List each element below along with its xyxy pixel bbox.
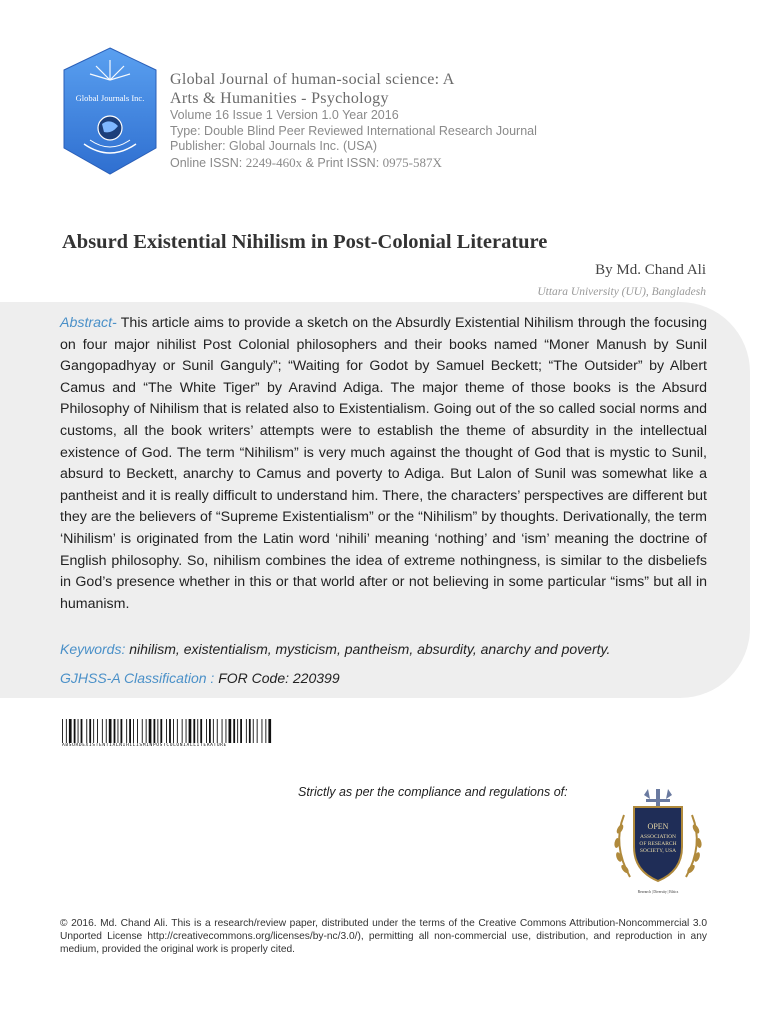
issn-prefix: Online ISSN: <box>170 155 246 170</box>
barcode-bar <box>133 719 134 743</box>
seal-motto: Research | Diversity | Ethics <box>637 890 679 894</box>
barcode-caption: ABSURDEXISTENTIALNIHILISMINPOSTCOLONIALLITERATURE <box>62 743 227 748</box>
issn-online: 2249-460x <box>245 154 303 170</box>
keywords-label: Keywords: <box>60 641 126 657</box>
barcode-bar <box>262 719 263 743</box>
journal-header <box>170 70 730 171</box>
barcode-bar <box>229 719 232 743</box>
barcode-bar <box>189 719 192 743</box>
journal-title-line1: Global Journal of human-social science: A <box>170 71 455 88</box>
seal-line4: SOCIETY, USA <box>639 848 677 854</box>
barcode-bar <box>246 719 247 743</box>
journal-volume: Volume 16 Issue 1 Version 1.0 Year 2016 <box>170 108 399 122</box>
abstract <box>60 313 707 615</box>
journal-logo <box>62 46 158 176</box>
barcode-bar <box>149 719 152 743</box>
barcode-bar <box>66 719 67 743</box>
barcode-bar <box>121 719 123 743</box>
barcode-bar <box>173 719 174 743</box>
barcode-bar <box>268 719 271 743</box>
barcode-bar <box>142 719 143 743</box>
barcode-bar <box>182 719 183 743</box>
global-journals-logo-icon <box>62 46 158 176</box>
classification <box>60 670 720 686</box>
barcode-bar <box>186 719 187 743</box>
barcode-bar <box>86 719 87 743</box>
issn-print: 0975-587X <box>382 154 442 170</box>
abstract-text: This article aims to provide a sketch on the Absurdly Existential Nihilism through the focusing on four major nihilist Post Colonial philosophers and their books named “Moner Manush by Sunil Gangopadhyay or Sunil Ganguly”; “Waiting for Godot by Samuel Beckett; “The Outsider” by Albert Camus and “The White Tiger” by Aravind Adiga. The major theme of those books is the Absurd Philosophy of Nihilism that is related also to Existentialism. Going out of the so called social norms and customs, all the book writers’ attempts were to establish the theme of absurdity in the intellectual existence of God. The term “Nihilism” is very much against the thought of God that is mystic to Sunil, absurd to Beckett, anarchy to Camus and poverty to Adiga. But Lalon of Sunil was somewhat like a pantheist and it is really difficult to understand him. There, the characters’ perspectives are different but they are the believers of “Supreme Existentialism” or the “Nihilism” by thoughts. Derivationally, the term ‘Nihilism’ is originated from the Latin word ‘nihili’ meaning ‘nothing’ and ‘ism’ meaning the doctrine of English philosophy. So, nihilism combines the idea of extreme nothingness, is similar to the disbeliefs in God’s presence whether in this or that world after or not believing in some particular “isms” but all in humanism. <box>60 315 707 612</box>
journal-issn <box>170 155 730 172</box>
barcode-bar <box>81 719 83 743</box>
barcode-bar <box>206 719 207 743</box>
barcode-bar <box>193 719 195 743</box>
barcode-bar <box>74 719 76 743</box>
oars-seal <box>604 785 712 897</box>
barcode-icon <box>62 719 272 743</box>
logo-text: Global Journals Inc. <box>75 93 145 103</box>
barcode-bar <box>197 719 198 743</box>
barcode-bar <box>257 719 258 743</box>
barcode-bar <box>102 719 103 743</box>
article-title: Absurd Existential Nihilism in Post-Colonial Literature <box>62 231 548 253</box>
barcode-bar <box>106 719 107 743</box>
barcode-bar <box>253 719 254 743</box>
barcode-bar <box>226 719 227 743</box>
barcode-bar <box>240 719 242 743</box>
barcode-bar <box>114 719 116 743</box>
journal-type: Type: Double Blind Peer Reviewed International Research Journal <box>170 123 537 138</box>
barcode-bar <box>222 719 223 743</box>
barcode-bar <box>209 719 211 743</box>
barcode-bar <box>249 719 251 743</box>
barcode-bar <box>146 719 147 743</box>
barcode-bar <box>97 719 98 743</box>
seal-line2: ASSOCIATION <box>639 834 677 840</box>
keywords <box>60 641 720 657</box>
barcode-bar <box>169 719 171 743</box>
seal-line3: OF RESEARCH <box>639 841 677 847</box>
barcode-bar <box>62 719 63 743</box>
barcode-bar <box>157 719 158 743</box>
license-footer: © 2016. Md. Chand Ali. This is a research/review paper, distributed under the terms of the Creative Commons Attribution-Noncommercial 3.0 Unported License http://creativecommons.org/licenses/by-nc/3.0/), permitting all non-commercial use, distribution, and reproduction in any medium, provided the original work is properly cited. <box>60 918 707 956</box>
abstract-label: Abstract- <box>60 315 117 331</box>
barcode-bar <box>69 719 72 743</box>
author-affiliation: Uttara University (UU), Bangladesh <box>537 286 706 298</box>
barcode-bar <box>217 719 218 743</box>
barcode-bar <box>137 719 138 743</box>
seal-line1: OPEN <box>647 822 669 831</box>
keywords-text: nihilism, existentialism, mysticism, pantheism, absurdity, anarchy and poverty. <box>125 641 611 657</box>
oars-seal-icon <box>604 785 712 897</box>
classification-label: GJHSS-A Classification : <box>60 670 215 686</box>
barcode-bar <box>177 719 178 743</box>
barcode-bar <box>118 719 119 743</box>
author-name: By Md. Chand Ali <box>595 262 706 278</box>
barcode-bar <box>213 719 214 743</box>
barcode-bar <box>93 719 94 743</box>
barcode-bar <box>265 719 266 743</box>
barcode-bar <box>160 719 162 743</box>
journal-publisher: Publisher: Global Journals Inc. (USA) <box>170 139 378 153</box>
barcode-bar <box>200 719 202 743</box>
classification-text: FOR Code: 220399 <box>214 670 340 686</box>
compliance-note: Strictly as per the compliance and regulations of: <box>298 785 568 799</box>
barcode-bar <box>237 719 238 743</box>
barcode-bar <box>89 719 91 743</box>
barcode-bar <box>78 719 79 743</box>
issn-mid: & Print ISSN: <box>302 155 383 170</box>
journal-title-line2: Arts & Humanities - Psychology <box>170 90 389 107</box>
barcode-bar <box>109 719 112 743</box>
barcode-bar <box>166 719 167 743</box>
barcode-bar <box>129 719 131 743</box>
barcode-bar <box>233 719 235 743</box>
barcode-bar <box>126 719 127 743</box>
barcode-bar <box>154 719 156 743</box>
